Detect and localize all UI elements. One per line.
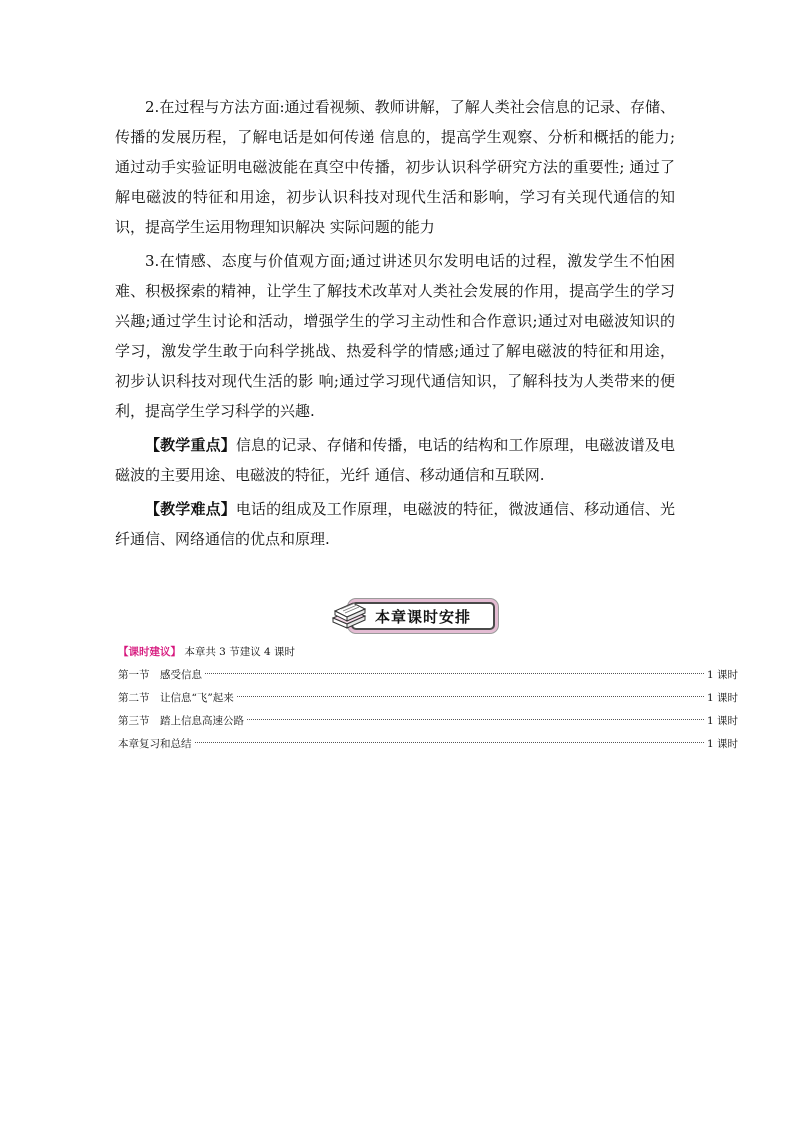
banner-box: [351, 602, 495, 630]
schedule-row: [118, 710, 738, 733]
schedule-row-hours: 1 课时: [706, 669, 738, 681]
key-points-text: 信息的记录、存储和传播，电话的结构和工作原理，电磁波谱及电磁波的主要用途、电磁波的特征，光纤 通信、移动通信和互联网.: [115, 436, 675, 484]
difficulties-text: 电话的组成及工作原理，电磁波的特征，微波通信、移动通信、光纤通信、网络通信的优点和原理.: [115, 500, 675, 548]
paragraph-process-methods: 2.在过程与方法方面:通过看视频、教师讲解，了解人类社会信息的记录、存储、传播的发展历程，了解电话是如何传递 信息的，提高学生观察、分析和概括的能力;通过动手实验证明电磁波能在真空中传播，初步认识科学研究方法的重要性; 通过了解电磁波的特征和用途，初步认识科技对现代生活和影响，学习有关现代通信的知识，提高学生运用物理知识解决 实际问题的能力: [115, 98, 675, 236]
schedule-row: [118, 733, 738, 756]
schedule-summary: 本章共 3 节建议 4 课时: [184, 646, 296, 658]
leader-dots: [237, 696, 704, 697]
schedule-section: [118, 641, 738, 756]
difficulties-label: 【教学难点】: [145, 500, 236, 518]
schedule-row-name: 第二节 让信息“飞”起来: [118, 692, 234, 704]
book-stack-icon: [329, 596, 369, 632]
schedule-row-name: 第三节 踏上信息高速公路: [118, 715, 244, 727]
objectives-text: [115, 92, 675, 558]
leader-dots: [247, 719, 704, 720]
schedule-tag: 【课时建议】: [118, 646, 181, 658]
banner-title: 本章课时安排: [374, 607, 471, 626]
schedule-row: [118, 687, 738, 710]
schedule-row-name: 本章复习和总结: [118, 738, 192, 750]
schedule-row-name: 第一节 感受信息: [118, 669, 202, 681]
paragraph-emotion-attitude: 3.在情感、态度与价值观方面;通过讲述贝尔发明电话的过程，激发学生不怕困难、积极探索的精神，让学生了解技术改革对人类社会发展的作用，提高学生的学习兴趣;通过学生讨论和活动，增强学生的学习主动性和合作意识;通过对电磁波知识的学习，激发学生敢于向科学挑战、热爱科学的情感;通过了解电磁波的特征和用途，初步认识科技对现代生活的影 响;通过学习现代通信知识，了解科技为人类带来的便利，提高学生学习科学的兴趣.: [115, 252, 675, 420]
leader-dots: [205, 673, 704, 674]
difficulties-paragraph: [115, 494, 675, 554]
chapter-schedule-banner: [329, 596, 499, 632]
schedule-row-hours: 1 课时: [706, 715, 738, 727]
schedule-row-hours: 1 课时: [706, 692, 738, 704]
key-points-paragraph: [115, 430, 675, 490]
schedule-header: [118, 641, 738, 664]
leader-dots: [195, 742, 704, 743]
key-points-label: 【教学重点】: [145, 436, 236, 454]
schedule-row: [118, 664, 738, 687]
schedule-row-hours: 1 课时: [706, 738, 738, 750]
